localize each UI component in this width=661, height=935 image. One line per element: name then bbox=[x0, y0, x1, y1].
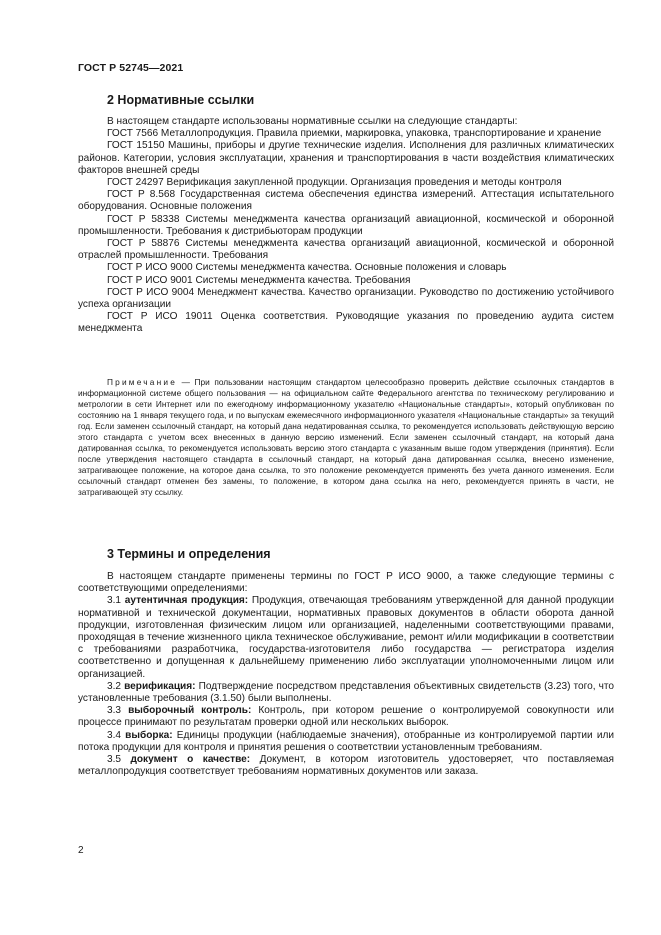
term-number: 3.3 bbox=[107, 705, 129, 717]
reference-item: ГОСТ 15150 Машины, приборы и другие технические изделия. Исполнения для различных климатических районов. Категории, условия эксплуатации, хранения и транспортирования в части воздействия климатических факторов внешней среды bbox=[78, 140, 614, 176]
term-entry bbox=[78, 681, 614, 705]
term-name: аутентичная продукция: bbox=[124, 595, 249, 607]
term-number: 3.2 bbox=[107, 680, 125, 692]
term-definition: Продукция, отвечающая требованиям утвержденной для данной продукции нормативной и технической документации, нормативных правовых документов в области оборота данной продукции, изготовленная физическим лицом или организацией, наделенными соответствующими правами, проходящая в течение жизненного цикла техническое обслуживание, ремонт и/или модификации в соответствии с требованиями разработчика, государства-изготовителя либо государства — регистратора изделия соответственно и допущенная к дальнейшему применению либо эксплуатации уполномоченными лицом или организацией. bbox=[78, 595, 615, 680]
normative-references-list bbox=[78, 116, 614, 336]
reference-item: ГОСТ Р ИСО 19011 Оценка соответствия. Руководящие указания по проведению аудита систем менеджмента bbox=[78, 311, 614, 335]
term-number: 3.4 bbox=[107, 729, 126, 741]
term-entry bbox=[78, 730, 614, 754]
terms-list bbox=[78, 571, 614, 778]
term-definition: Единицы продукции (наблюдаемые значения), отобранные из контролируемой партии или потока продукции для контроля и принятия решения о соответствии установленным требованиям. bbox=[78, 729, 614, 753]
reference-item: ГОСТ Р ИСО 9000 Системы менеджмента качества. Основные положения и словарь bbox=[107, 262, 507, 274]
reference-item: ГОСТ Р ИСО 9001 Системы менеджмента качества. Требования bbox=[107, 274, 411, 286]
reference-item: ГОСТ Р 58338 Системы менеджмента качества организаций авиационной, космической и оборонной промышленности. Требования к дистрибьюторам продукции bbox=[78, 213, 614, 237]
note-text: — При пользовании настоящим стандартом целесообразно проверить действие ссылочных стандартов в информационной системе общего пользования — на официальном сайте Федерального агентства по техническому регулированию и метрологии в сети Интернет или по ежегодному информационному указателю «Национальные стандарты», который опубликован по состоянию на 1 января текущего года, и по выпускам ежемесячного информационного указателя «Национальные стандарты» за текущий год. Если заменен ссылочный стандарт, на который дана недатированная ссылка, то рекомендуется использовать действующую версию этого стандарта с учетом всех внесенных в данную версию изменений. Если заменен ссылочный стандарт, на который дана датированная ссылка, то рекомендуется использовать версию этого стандарта с указанным выше годом утверждения (принятия). Если после утверждения настоящего стандарта в ссылочный стандарт, на который дана датированная ссылка, внесено изменение, затрагивающее положение, на которое дана ссылка, то это положение рекомендуется применять без учета данного изменения. Если ссылочный стандарт отменен без замены, то положение, в котором дана ссылка на него, рекомендуется принять в части, не затрагивающей эту ссылку. bbox=[78, 377, 614, 498]
reference-item: ГОСТ Р 58876 Системы менеджмента качества организаций авиационной, космической и оборонной отраслей промышленности. Требования bbox=[78, 238, 614, 262]
term-name: верификация: bbox=[124, 680, 196, 692]
reference-item: ГОСТ 24297 Верификация закупленной продукции. Организация проведения и методы контроля bbox=[107, 177, 562, 189]
terms-intro: В настоящем стандарте применены термины по ГОСТ Р ИСО 9000, а также следующие термины с соответствующими определениями: bbox=[78, 571, 614, 595]
term-entry bbox=[78, 595, 614, 680]
term-number: 3.5 bbox=[107, 754, 131, 766]
references-note bbox=[78, 377, 614, 499]
term-definition: Подтверждение посредством представления объективных свидетельств (3.23) того, что установленные требования (3.1.50) были выполнены. bbox=[78, 680, 614, 705]
term-entry bbox=[78, 754, 614, 778]
term-number: 3.1 bbox=[107, 595, 125, 607]
references-intro: В настоящем стандарте использованы нормативные ссылки на следующие стандарты: bbox=[107, 116, 518, 127]
term-name: выборка: bbox=[125, 729, 173, 741]
term-name: выборочный контроль: bbox=[128, 705, 252, 717]
page-number: 2 bbox=[78, 845, 84, 856]
reference-item: ГОСТ Р ИСО 9004 Менеджмент качества. Качество организации. Руководство по достижению устойчивого успеха организации bbox=[78, 286, 614, 311]
reference-item: ГОСТ Р 8.568 Государственная система обеспечения единства измерений. Аттестация испытательного оборудования. Основные положения bbox=[78, 189, 614, 213]
standard-code-header: ГОСТ Р 52745—2021 bbox=[78, 62, 184, 74]
term-entry bbox=[78, 705, 614, 729]
term-name: документ о качестве: bbox=[130, 754, 251, 766]
section-3-title: 3 Термины и определения bbox=[107, 547, 271, 561]
reference-item: ГОСТ 7566 Металлопродукция. Правила приемки, маркировка, упаковка, транспортирование и хранение bbox=[107, 128, 602, 140]
term-definition: Документ, в котором изготовитель удостоверяет, что поставляемая металлопродукция соответствует требованиям нормативных документов или заказа. bbox=[78, 754, 614, 778]
section-2-title: 2 Нормативные ссылки bbox=[107, 93, 255, 107]
term-definition: Контроль, при котором решение о контролируемой совокупности или процессе принимают по результатам проверки одной или нескольких выборок. bbox=[78, 705, 614, 729]
note-label: Примечание bbox=[107, 377, 178, 387]
